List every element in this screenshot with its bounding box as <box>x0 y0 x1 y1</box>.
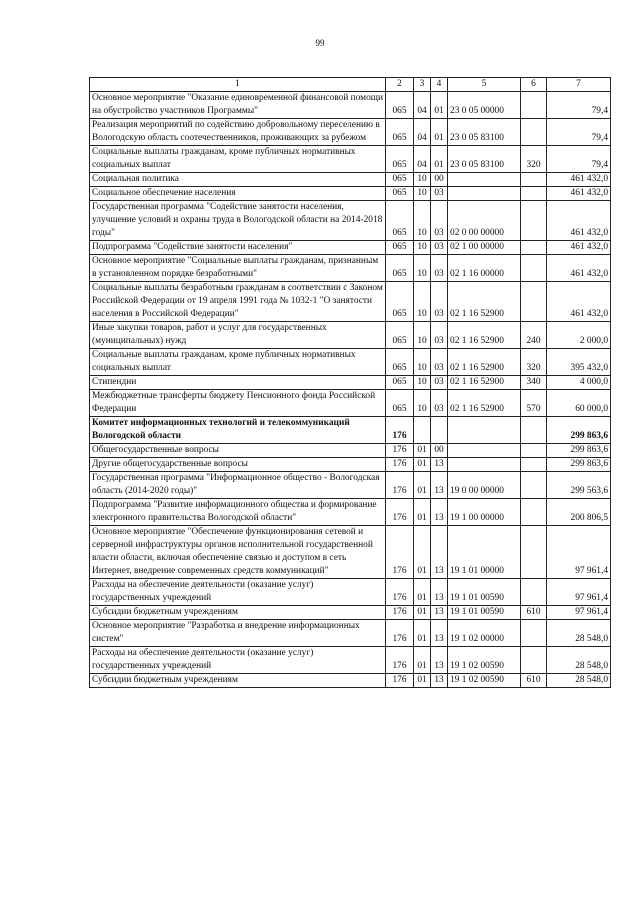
row-name: Социальное обеспечение населения <box>90 187 386 201</box>
column-header-7: 7 <box>547 78 611 92</box>
target-article-code <box>448 458 521 472</box>
column-header-1: 1 <box>90 78 386 92</box>
row-name: Основное мероприятие "Оказание единовременной финансовой помощи на обустройство участников Программы" <box>90 92 386 119</box>
table-row <box>90 674 611 688</box>
expense-type-code <box>521 201 547 241</box>
target-article-code: 19 1 01 00000 <box>448 526 521 579</box>
section-code: 01 <box>414 606 431 620</box>
amount: 2 000,0 <box>547 322 611 349</box>
section-code <box>414 417 431 444</box>
expense-type-code <box>521 187 547 201</box>
column-header-5: 5 <box>448 78 521 92</box>
expense-type-code <box>521 647 547 674</box>
subsection-code: 01 <box>431 146 448 173</box>
column-header-2: 2 <box>386 78 414 92</box>
amount: 79,4 <box>547 92 611 119</box>
subsection-code: 03 <box>431 376 448 390</box>
row-name: Другие общегосударственные вопросы <box>90 458 386 472</box>
subsection-code <box>431 417 448 444</box>
section-code: 10 <box>414 241 431 255</box>
expense-type-code <box>521 526 547 579</box>
target-article-code: 02 1 16 52900 <box>448 349 521 376</box>
admin-code: 065 <box>386 92 414 119</box>
admin-code: 065 <box>386 146 414 173</box>
target-article-code: 02 1 16 00000 <box>448 255 521 282</box>
admin-code: 065 <box>386 201 414 241</box>
row-name: Реализация мероприятий по содействию добровольному переселению в Вологодскую область соотечественников, проживающих за рубежом <box>90 119 386 146</box>
table-row <box>90 444 611 458</box>
amount: 395 432,0 <box>547 349 611 376</box>
subsection-code: 03 <box>431 187 448 201</box>
admin-code: 065 <box>386 322 414 349</box>
subsection-code: 03 <box>431 282 448 322</box>
amount: 461 432,0 <box>547 282 611 322</box>
section-code: 01 <box>414 472 431 499</box>
target-article-code: 19 1 01 00590 <box>448 579 521 606</box>
subsection-code: 13 <box>431 620 448 647</box>
expense-type-code <box>521 620 547 647</box>
expense-type-code: 610 <box>521 674 547 688</box>
section-code: 01 <box>414 444 431 458</box>
target-article-code: 02 1 16 52900 <box>448 282 521 322</box>
amount: 79,4 <box>547 146 611 173</box>
expense-type-code <box>521 92 547 119</box>
row-name: Социальные выплаты безработным гражданам в соответствии с Законом Российской Федерации от 19 апреля 1991 года № 1032-1 "О занятости населения в Российской Федерации" <box>90 282 386 322</box>
subsection-code: 13 <box>431 526 448 579</box>
table-row <box>90 146 611 173</box>
row-name: Субсидии бюджетным учреждениям <box>90 674 386 688</box>
subsection-code: 13 <box>431 458 448 472</box>
amount: 461 432,0 <box>547 255 611 282</box>
row-name: Расходы на обеспечение деятельности (оказание услуг) государственных учреждений <box>90 579 386 606</box>
row-name: Социальные выплаты гражданам, кроме публичных нормативных социальных выплат <box>90 146 386 173</box>
section-code: 01 <box>414 526 431 579</box>
target-article-code: 19 1 02 00000 <box>448 620 521 647</box>
amount: 97 961,4 <box>547 579 611 606</box>
section-code: 10 <box>414 349 431 376</box>
admin-code: 065 <box>386 255 414 282</box>
row-name: Комитет информационных технологий и телекоммуникаций Вологодской области <box>90 417 386 444</box>
table-row <box>90 606 611 620</box>
table-row <box>90 376 611 390</box>
row-name: Подпрограмма "Развитие информационного общества и формирование электронного правительства Вологодской области" <box>90 499 386 526</box>
expense-type-code <box>521 119 547 146</box>
expense-type-code <box>521 458 547 472</box>
amount: 79,4 <box>547 119 611 146</box>
target-article-code: 23 0 05 00000 <box>448 92 521 119</box>
row-name: Подпрограмма "Содействие занятости населения" <box>90 241 386 255</box>
row-name: Социальные выплаты гражданам, кроме публичных нормативных социальных выплат <box>90 349 386 376</box>
section-code: 10 <box>414 376 431 390</box>
target-article-code: 02 1 16 52900 <box>448 322 521 349</box>
subsection-code: 03 <box>431 322 448 349</box>
table-row <box>90 173 611 187</box>
amount: 299 863,6 <box>547 444 611 458</box>
row-name: Социальная политика <box>90 173 386 187</box>
section-code: 04 <box>414 92 431 119</box>
target-article-code: 19 1 02 00590 <box>448 647 521 674</box>
row-name: Межбюджетные трансферты бюджету Пенсионного фонда Российской Федерации <box>90 390 386 417</box>
target-article-code: 19 1 01 00590 <box>448 606 521 620</box>
table-row <box>90 201 611 241</box>
section-code: 10 <box>414 173 431 187</box>
section-code: 01 <box>414 579 431 606</box>
target-article-code: 23 0 05 83100 <box>448 146 521 173</box>
admin-code: 176 <box>386 458 414 472</box>
table-row <box>90 390 611 417</box>
table-row <box>90 255 611 282</box>
table-row <box>90 620 611 647</box>
section-code: 10 <box>414 390 431 417</box>
table-row <box>90 579 611 606</box>
budget-table <box>89 77 611 688</box>
amount: 299 863,6 <box>547 458 611 472</box>
amount: 28 548,0 <box>547 620 611 647</box>
admin-code: 176 <box>386 526 414 579</box>
table-row <box>90 499 611 526</box>
expense-type-code <box>521 472 547 499</box>
section-code: 10 <box>414 255 431 282</box>
section-code: 01 <box>414 647 431 674</box>
target-article-code: 02 1 16 52900 <box>448 376 521 390</box>
subsection-code: 13 <box>431 472 448 499</box>
target-article-code: 19 0 00 00000 <box>448 472 521 499</box>
admin-code: 176 <box>386 579 414 606</box>
column-header-4: 4 <box>431 78 448 92</box>
table-row <box>90 241 611 255</box>
amount: 97 961,4 <box>547 526 611 579</box>
row-name: Основное мероприятие "Разработка и внедрение информационных систем" <box>90 620 386 647</box>
admin-code: 065 <box>386 376 414 390</box>
row-name: Субсидии бюджетным учреждениям <box>90 606 386 620</box>
admin-code: 176 <box>386 674 414 688</box>
admin-code: 065 <box>386 349 414 376</box>
section-code: 04 <box>414 119 431 146</box>
subsection-code: 00 <box>431 444 448 458</box>
column-header-3: 3 <box>414 78 431 92</box>
table-row <box>90 472 611 499</box>
expense-type-code <box>521 417 547 444</box>
target-article-code: 02 1 16 52900 <box>448 390 521 417</box>
row-name: Государственная программа "Содействие занятости населения, улучшение условий и охраны труда в Вологодской области на 2014-2018 годы" <box>90 201 386 241</box>
admin-code: 176 <box>386 444 414 458</box>
subsection-code: 13 <box>431 579 448 606</box>
target-article-code <box>448 444 521 458</box>
table-row <box>90 187 611 201</box>
subsection-code: 00 <box>431 173 448 187</box>
subsection-code: 03 <box>431 241 448 255</box>
table-row <box>90 119 611 146</box>
row-name: Иные закупки товаров, работ и услуг для государственных (муниципальных) нужд <box>90 322 386 349</box>
row-name: Основное мероприятие "Обеспечение функционирования сетевой и серверной инфраструктуры органов исполнительной государственной власти области, включая обеспечение связью и доступом в сеть Интернет, внедрение современных средств коммуникаций" <box>90 526 386 579</box>
target-article-code: 23 0 05 83100 <box>448 119 521 146</box>
row-name: Государственная программа "Информационное общество - Вологодская область (2014-2020 годы)" <box>90 472 386 499</box>
admin-code: 176 <box>386 606 414 620</box>
section-code: 04 <box>414 146 431 173</box>
row-name: Общегосударственные вопросы <box>90 444 386 458</box>
expense-type-code <box>521 444 547 458</box>
target-article-code: 02 0 00 00000 <box>448 201 521 241</box>
table-row <box>90 458 611 472</box>
expense-type-code: 570 <box>521 390 547 417</box>
section-code: 10 <box>414 282 431 322</box>
admin-code: 065 <box>386 187 414 201</box>
table-row <box>90 349 611 376</box>
expense-type-code: 320 <box>521 349 547 376</box>
expense-type-code <box>521 255 547 282</box>
section-code: 01 <box>414 620 431 647</box>
expense-type-code <box>521 282 547 322</box>
section-code: 10 <box>414 322 431 349</box>
amount: 28 548,0 <box>547 647 611 674</box>
admin-code: 065 <box>386 282 414 322</box>
admin-code: 065 <box>386 241 414 255</box>
table-row <box>90 282 611 322</box>
admin-code: 176 <box>386 472 414 499</box>
subsection-code: 03 <box>431 390 448 417</box>
subsection-code: 03 <box>431 349 448 376</box>
target-article-code: 02 1 00 00000 <box>448 241 521 255</box>
page-number: 99 <box>315 38 325 48</box>
expense-type-code <box>521 173 547 187</box>
target-article-code: 19 1 02 00590 <box>448 674 521 688</box>
section-code: 01 <box>414 499 431 526</box>
amount: 299 863,6 <box>547 417 611 444</box>
amount: 461 432,0 <box>547 201 611 241</box>
table-row <box>90 417 611 444</box>
subsection-code: 13 <box>431 674 448 688</box>
amount: 28 548,0 <box>547 674 611 688</box>
admin-code: 065 <box>386 173 414 187</box>
row-name: Основное мероприятие "Социальные выплаты гражданам, признанным в установленном порядке безработными" <box>90 255 386 282</box>
expense-type-code <box>521 499 547 526</box>
amount: 461 432,0 <box>547 187 611 201</box>
target-article-code <box>448 417 521 444</box>
section-code: 01 <box>414 674 431 688</box>
admin-code: 176 <box>386 499 414 526</box>
admin-code: 065 <box>386 119 414 146</box>
table-body <box>90 92 611 688</box>
row-name: Расходы на обеспечение деятельности (оказание услуг) государственных учреждений <box>90 647 386 674</box>
table-row <box>90 647 611 674</box>
subsection-code: 01 <box>431 119 448 146</box>
subsection-code: 03 <box>431 201 448 241</box>
admin-code: 176 <box>386 647 414 674</box>
expense-type-code <box>521 579 547 606</box>
table-row <box>90 322 611 349</box>
amount: 299 563,6 <box>547 472 611 499</box>
section-code: 01 <box>414 458 431 472</box>
amount: 4 000,0 <box>547 376 611 390</box>
target-article-code <box>448 173 521 187</box>
subsection-code: 13 <box>431 606 448 620</box>
expense-type-code: 340 <box>521 376 547 390</box>
header-row <box>90 78 611 92</box>
expense-type-code: 240 <box>521 322 547 349</box>
amount: 461 432,0 <box>547 173 611 187</box>
target-article-code <box>448 187 521 201</box>
column-header-6: 6 <box>521 78 547 92</box>
subsection-code: 03 <box>431 255 448 282</box>
amount: 60 000,0 <box>547 390 611 417</box>
admin-code: 176 <box>386 417 414 444</box>
row-name: Стипендии <box>90 376 386 390</box>
admin-code: 065 <box>386 390 414 417</box>
expense-type-code: 320 <box>521 146 547 173</box>
expense-type-code: 610 <box>521 606 547 620</box>
expense-type-code <box>521 241 547 255</box>
subsection-code: 13 <box>431 647 448 674</box>
table-row <box>90 526 611 579</box>
section-code: 10 <box>414 187 431 201</box>
amount: 461 432,0 <box>547 241 611 255</box>
subsection-code: 13 <box>431 499 448 526</box>
admin-code: 176 <box>386 620 414 647</box>
subsection-code: 01 <box>431 92 448 119</box>
amount: 200 806,5 <box>547 499 611 526</box>
target-article-code: 19 1 00 00000 <box>448 499 521 526</box>
table-row <box>90 92 611 119</box>
amount: 97 961,4 <box>547 606 611 620</box>
section-code: 10 <box>414 201 431 241</box>
